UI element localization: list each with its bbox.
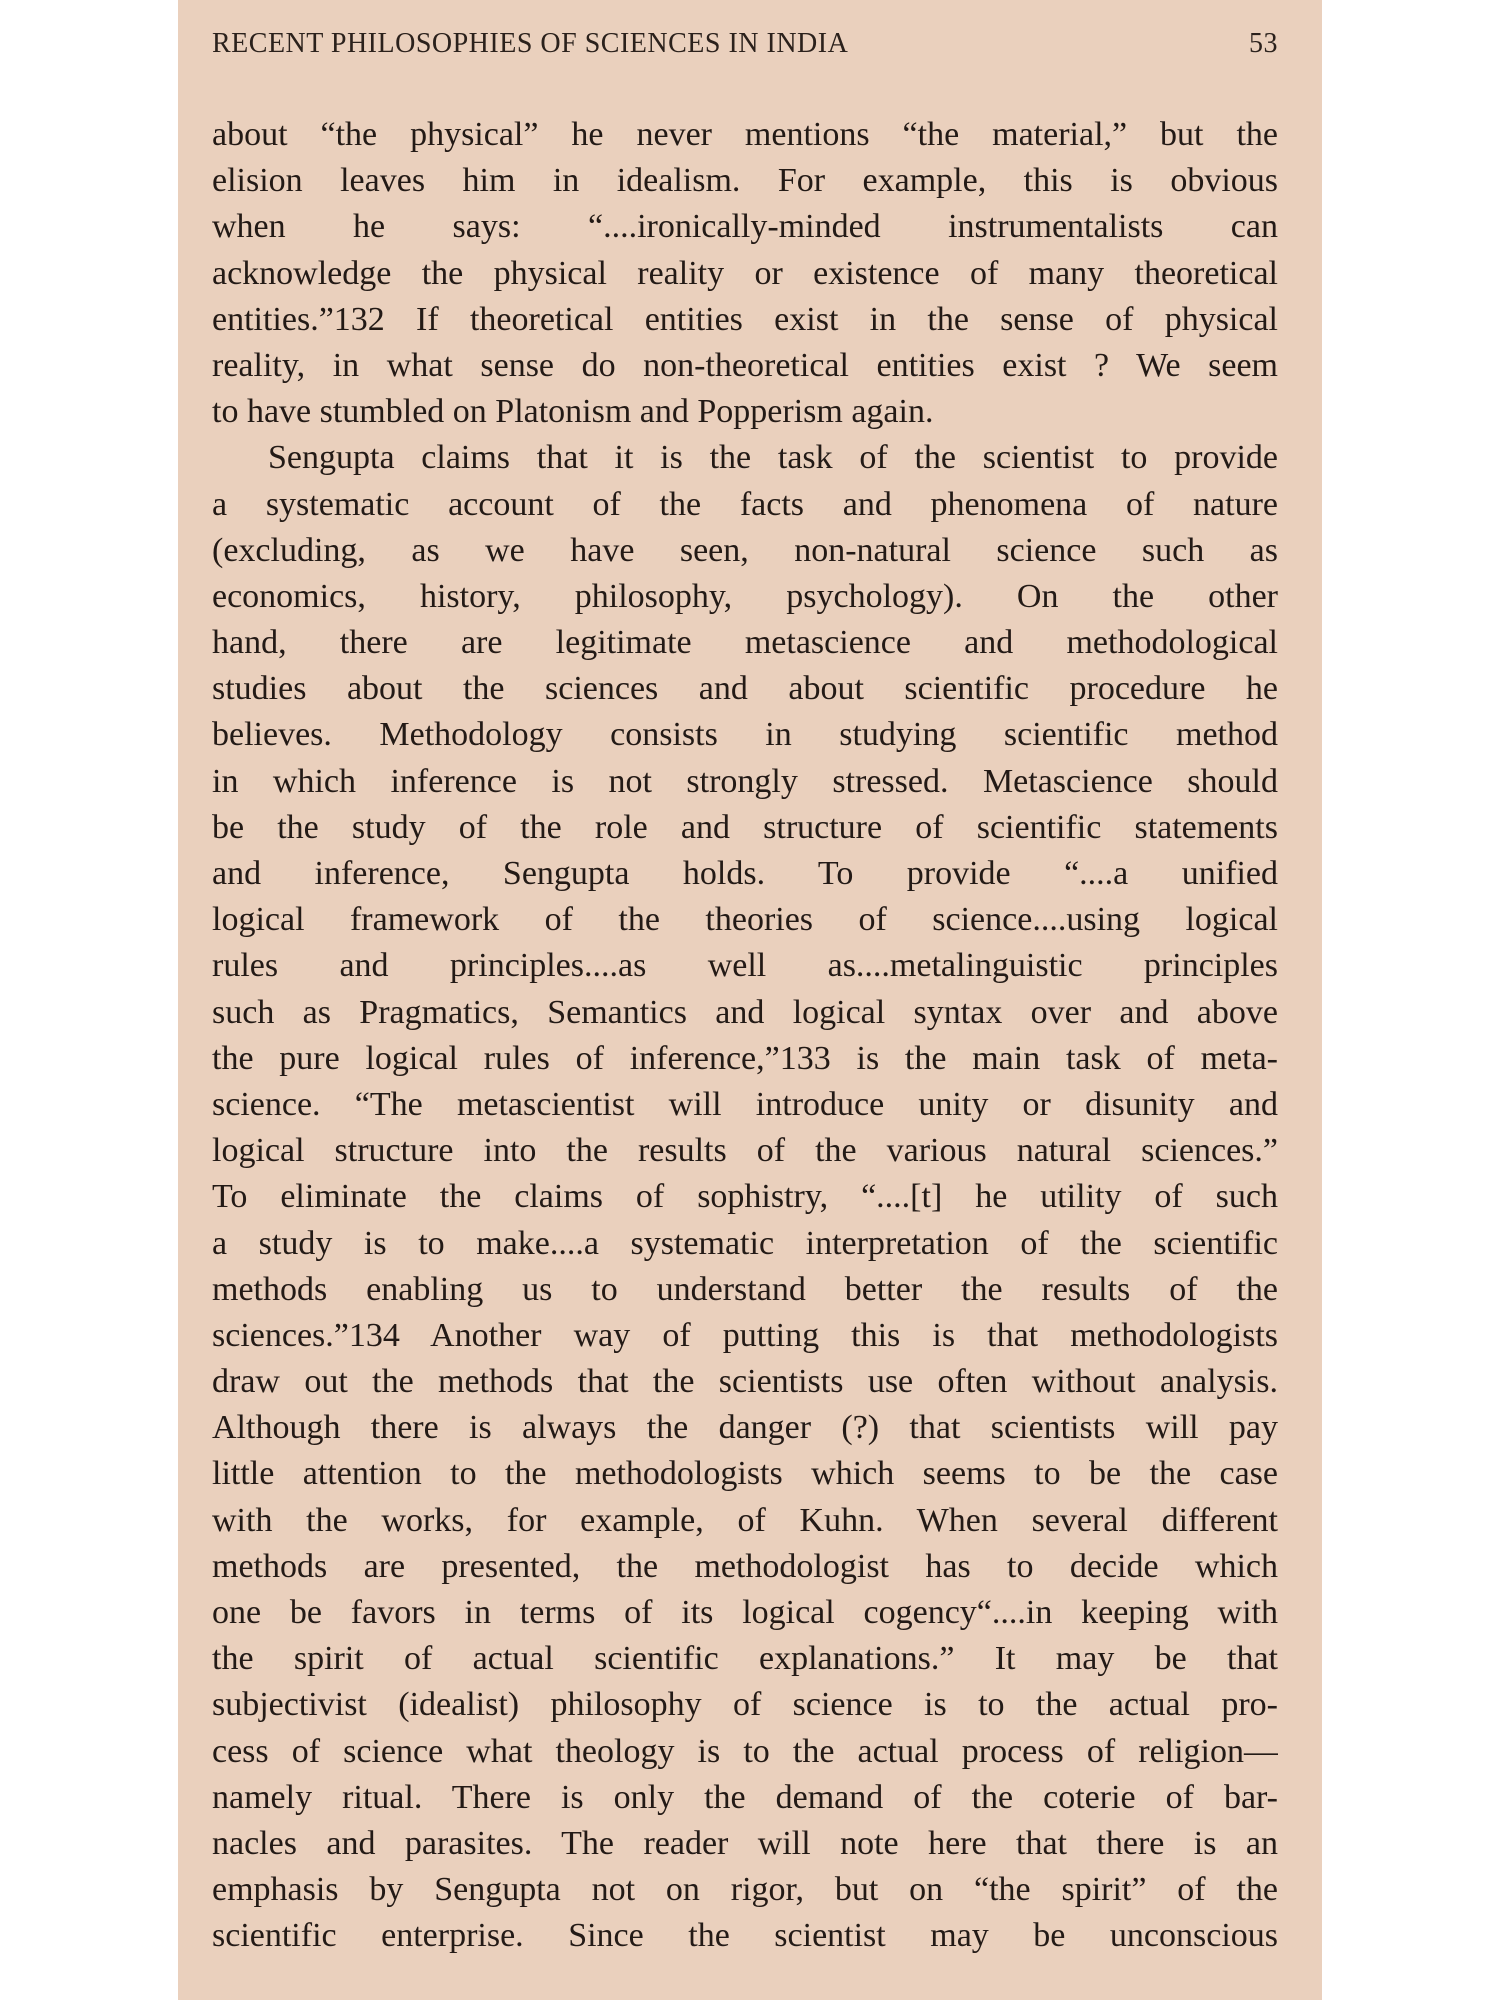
text-line: believes. Methodology consists in studying scientific method <box>212 716 1278 754</box>
text-line: To eliminate the claims of sophistry, “....[t] he utility of such <box>212 1178 1278 1216</box>
text-line: the spirit of actual scientific explanations.” It may be that <box>212 1640 1278 1678</box>
text-line: scientific enterprise. Since the scientist may be unconscious <box>212 1917 1278 1955</box>
text-line: be the study of the role and structure of scientific statements <box>212 808 1278 846</box>
page-number: 53 <box>1249 28 1278 59</box>
running-title: RECENT PHILOSOPHIES OF SCIENCES IN INDIA <box>212 28 849 59</box>
text-line: sciences.”134 Another way of putting this is that methodologists <box>212 1316 1278 1354</box>
text-line: entities.”132 If theoretical entities exist in the sense of physical <box>212 300 1278 338</box>
text-line: reality, in what sense do non-theoretical entities exist ? We seem <box>212 346 1278 384</box>
text-line: rules and principles....as well as....metalinguistic principles <box>212 947 1278 985</box>
text-line: in which inference is not strongly stressed. Metascience should <box>212 762 1278 800</box>
text-line: logical framework of the theories of science....using logical <box>212 901 1278 939</box>
text-line: a systematic account of the facts and phenomena of nature <box>212 485 1278 523</box>
text-line: with the works, for example, of Kuhn. When several different <box>212 1501 1278 1539</box>
running-header <box>212 28 1278 60</box>
text-line: the pure logical rules of inference,”133 is the main task of meta- <box>212 1039 1278 1077</box>
text-line: when he says: “....ironically-minded instrumentalists can <box>212 208 1278 246</box>
text-line: economics, history, philosophy, psychology). On the other <box>212 577 1278 615</box>
text-line: (excluding, as we have seen, non-natural science such as <box>212 531 1278 569</box>
text-line: hand, there are legitimate metascience and methodological <box>212 624 1278 662</box>
text-line: draw out the methods that the scientists use often without analysis. <box>212 1363 1278 1401</box>
text-line: studies about the sciences and about scientific procedure he <box>212 670 1278 708</box>
text-line: little attention to the methodologists which seems to be the case <box>212 1455 1278 1493</box>
text-line: elision leaves him in idealism. For example, this is obvious <box>212 162 1278 200</box>
text-line: subjectivist (idealist) philosophy of science is to the actual pro- <box>212 1686 1278 1724</box>
text-line: methods are presented, the methodologist has to decide which <box>212 1547 1278 1585</box>
body-text <box>212 112 1278 1960</box>
book-page <box>178 0 1322 2000</box>
text-line: methods enabling us to understand better the results of the <box>212 1270 1278 1308</box>
text-line: namely ritual. There is only the demand of the coterie of bar- <box>212 1778 1278 1816</box>
text-line: about “the physical” he never mentions “the material,” but the <box>212 116 1278 153</box>
text-line: nacles and parasites. The reader will note here that there is an <box>212 1824 1278 1862</box>
text-line: Sengupta claims that it is the task of the scientist to provide <box>268 439 1278 477</box>
text-line: such as Pragmatics, Semantics and logical syntax over and above <box>212 993 1278 1031</box>
text-line: emphasis by Sengupta not on rigor, but on “the spirit” of the <box>212 1871 1278 1909</box>
text-line: one be favors in terms of its logical cogency“....in keeping with <box>212 1594 1278 1631</box>
text-line: cess of science what theology is to the actual process of religion— <box>212 1732 1278 1770</box>
text-line: Although there is always the danger (?) that scientists will pay <box>212 1409 1278 1447</box>
text-line: and inference, Sengupta holds. To provide “....a unified <box>212 855 1278 892</box>
text-line: science. “The metascientist will introduce unity or disunity and <box>212 1085 1278 1123</box>
text-line: logical structure into the results of the various natural sciences.” <box>212 1132 1278 1170</box>
text-line: acknowledge the physical reality or existence of many theoretical <box>212 254 1278 292</box>
text-line: to have stumbled on Platonism and Popperism again. <box>212 393 934 431</box>
text-line: a study is to make....a systematic interpretation of the scientific <box>212 1224 1278 1262</box>
